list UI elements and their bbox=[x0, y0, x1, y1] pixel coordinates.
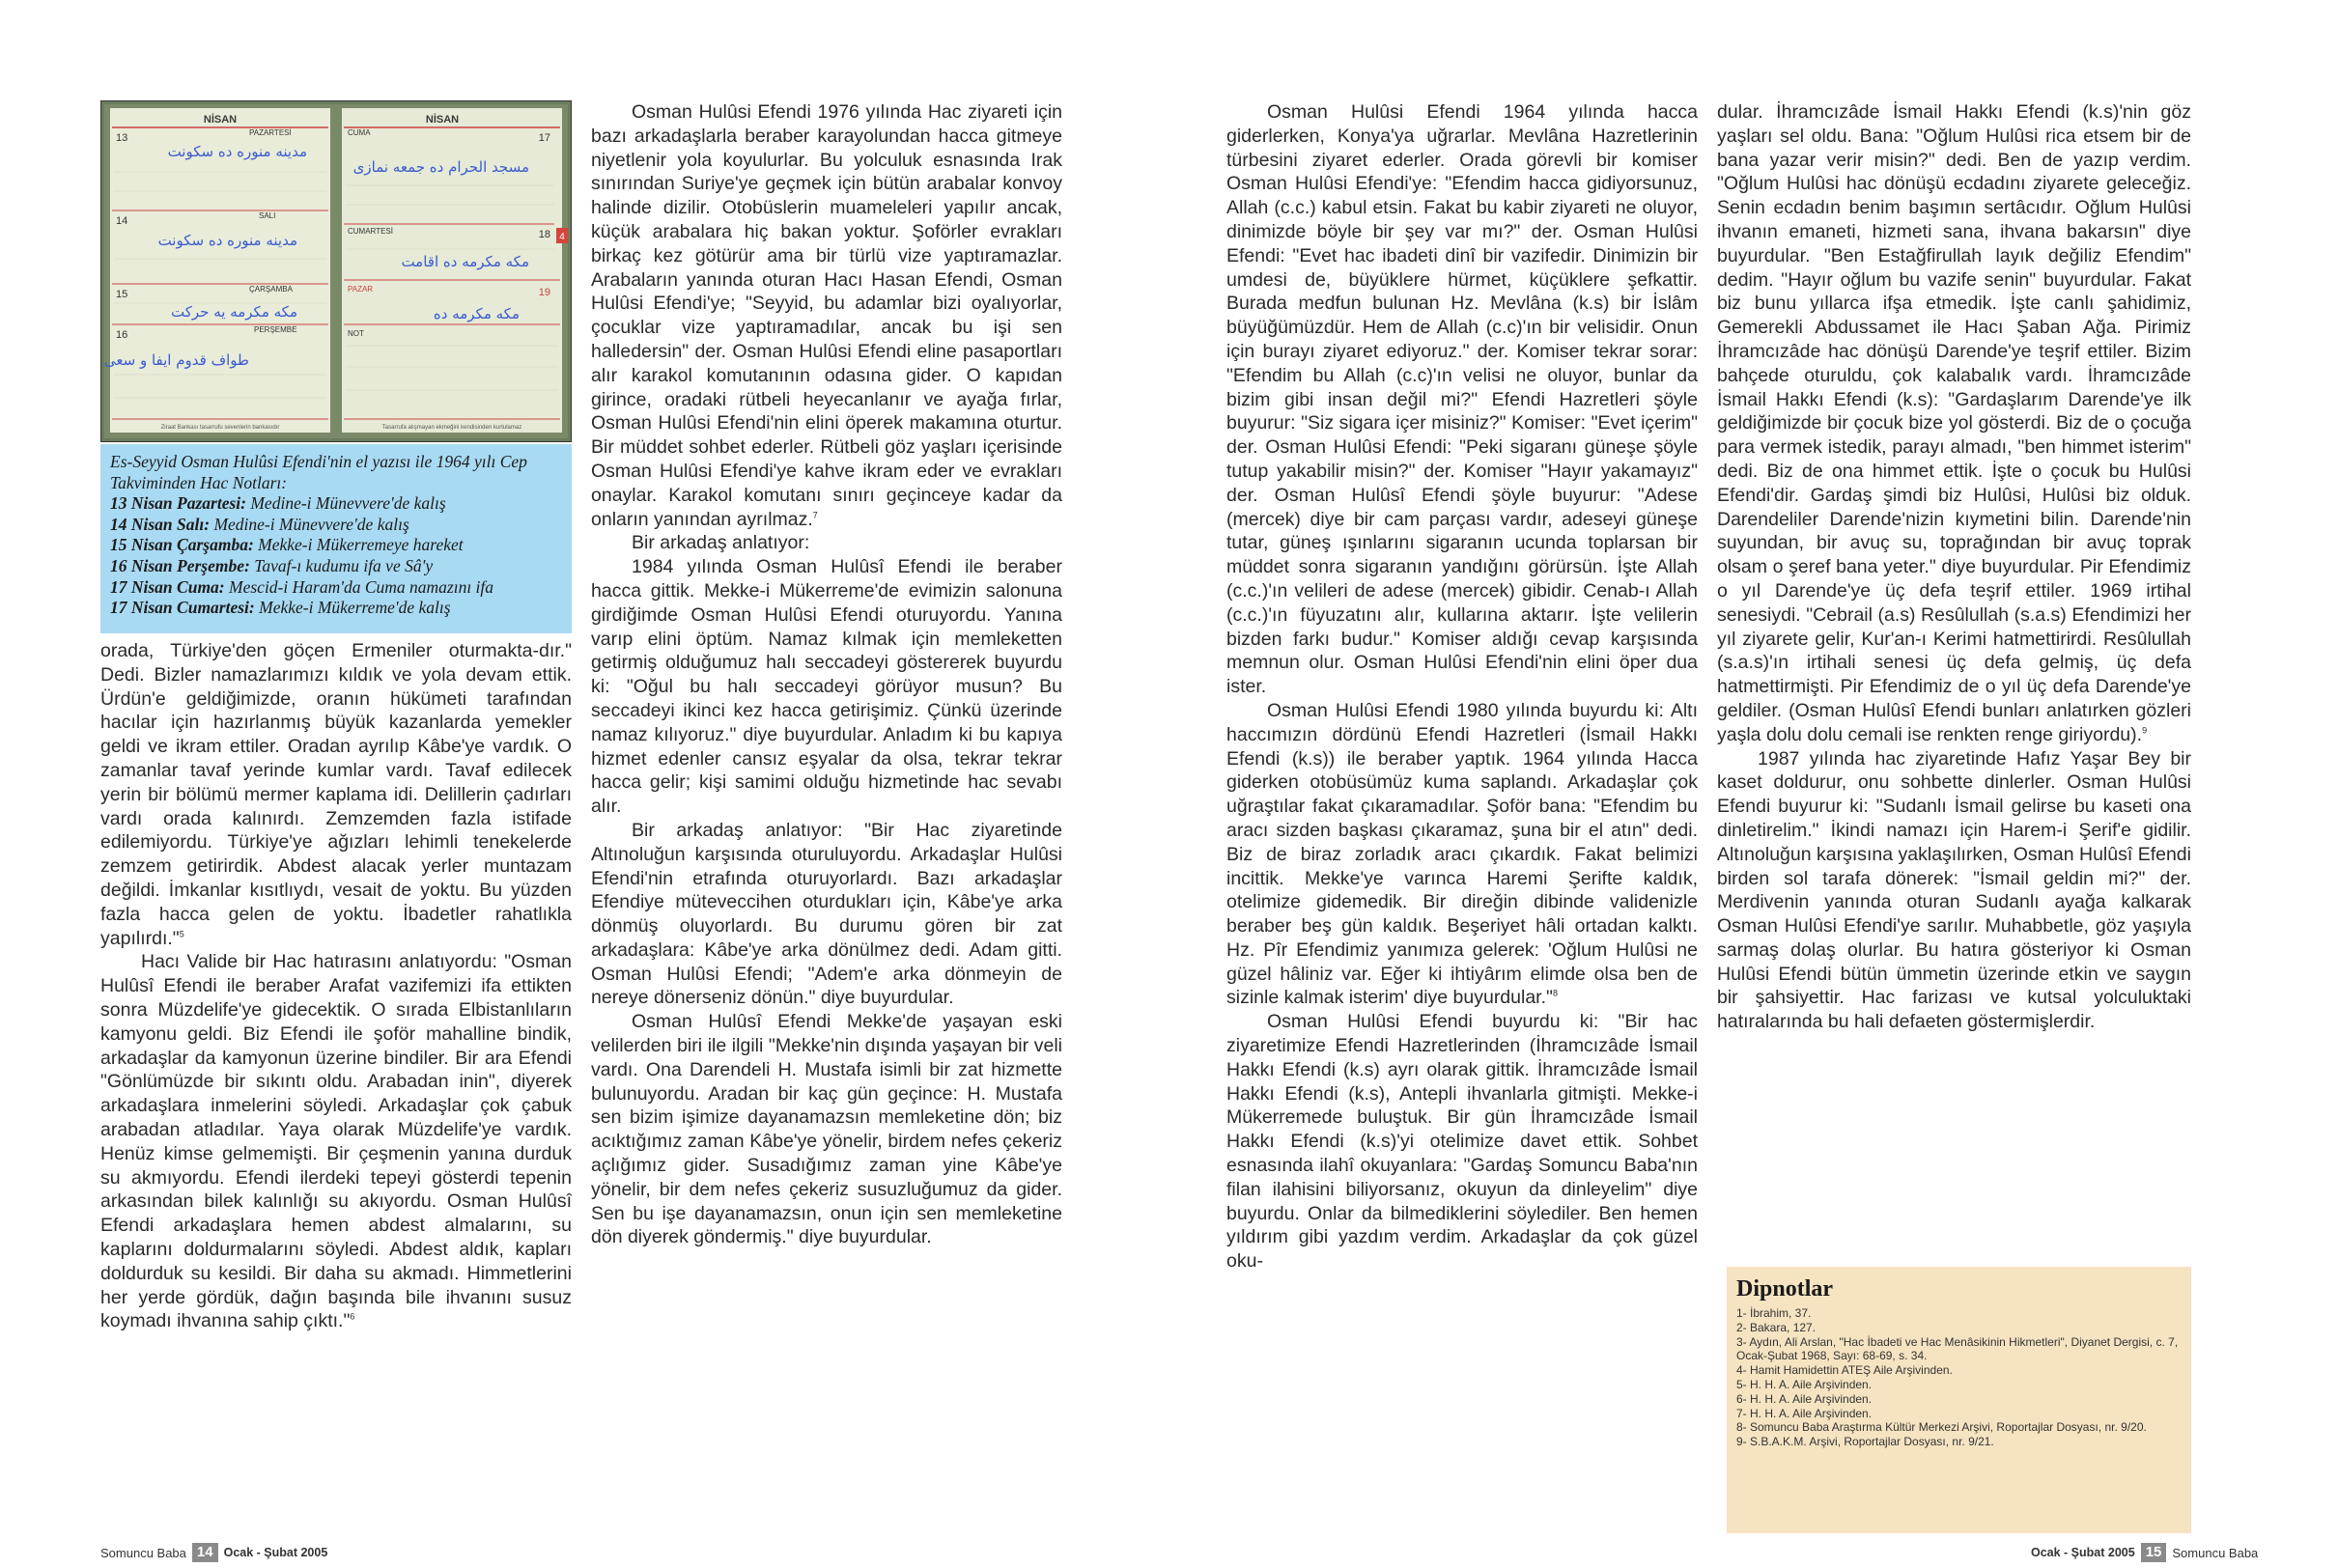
footnote-reference: 6 bbox=[350, 1311, 355, 1322]
paragraph-text: Bir arkadaş anlatıyor: "Bir Hac ziyaretinde Altınoluğun karşısında oturuluyordu. Arkadaşlar Hulûsi Efendi'nin etrafında oturuyorlardı. Bazı arkadaşlar Efendiye müteveccihen oturdukları için, Kâbe'ye arka dönmüş oluyorlardı. Bu durumu gören bir zat arkadaşlara: Kâbe'ye arka dönülmez dedi. Adam gitti. Osman Hulûsi Efendi; "Adem'e arka dönmeyin de nereye dönerseniz dönün." diye buyurdular. bbox=[591, 819, 1062, 1009]
paragraph-text: Hacı Valide bir Hac hatırasını anlatıyordu: "Osman Hulûsî Efendi ile beraber Arafat vazifemizi ifa ettikten sonra Müzdelife'ye gidecektik. O sırada Elbistanlıların kamyonu geldi. Biz Efendi ile şoför mahalline bindik, arkadaşlar da kamyonun üzerine bindiler. Bir ara Efendi "Gönlümüzde bir sıkıntı oldu. Arabadan inin", diyerek arkadaşlara inmelerini söyledi. Arkadaşlar çok çabuk arabadan atladılar. Yaya olarak Müzdelife'ye vardık. Henüz kimse gelmemişti. Bir çeşmenin yanına durduk su akmıyordu. Efendi ilerdeki tepeyi gösterdi tepenin arkasından bilek kalınlığı su akıyordu. Osman Hulûsî Efendi arkadaşlara hemen abdest almalarını, su kaplarını doldurmalarını söyledi. Abdest aldık, kapları doldurduk su kesildi. Bir daha su akmadı. Himmetlerini her yerde gördük, dağın başında bile ihvanını susuz koymadı ihvanına sahip çıktı." bbox=[100, 951, 572, 1332]
caption-line-label: 13 Nisan Pazartesi: bbox=[110, 493, 246, 514]
footnote-item: 3- Aydın, Ali Arslan, "Hac İbadeti ve Hac Menâsikinin Hikmetleri", Diyanet Dergisi, c. 7, Ocak-Şubat 1968, Sayı: 68-69, s. 34. bbox=[1736, 1334, 2179, 1363]
right-day-19-num: 19 bbox=[538, 287, 550, 298]
caption-line-text: Mescid-i Haram'da Cuma namazını ifa bbox=[224, 576, 494, 597]
caption-line-label: 15 Nisan Çarşamba: bbox=[110, 535, 254, 555]
left-day-16-num: 16 bbox=[116, 329, 128, 341]
paragraph-text: orada, Türkiye'den göçen Ermeniler oturmakta-dır." Dedi. Bizler namazlarımızı kıldık ve yola devam ettik. Ürdün'e geldiğimizde, oranın hükümeti tarafından hacılar için hazırlanmış büyük kazanlarda yemekler geldi ve ikram ettiler. Oradan ayrılıp Kâbe'ye vardık. O zamanlar tavaf yerinde kumlar vardı. Tavaf edilecek yerin bir bölümü mermer kaplama idi. Delillerin çadırları vardı orada kalınırdı. Zemzemden fazla istifade edilemiyordu. Türkiye'ye ağızları lehimli tenekelerde zemzem getirirdik. Abdest alacak yerler muntazam değildi. İmkanlar kısıtlıydı, vesait de yoktu. Bu yüzden fazla hacca gelen de yoktu. İbadetler rahatlıkla yapılırdı." bbox=[100, 640, 572, 949]
right-page-tab: 4 bbox=[559, 232, 565, 242]
paragraph-text: Osman Hulûsi Efendi 1964 yılında hacca giderlerken, Konya'ya uğrarlar. Mevlâna Hazretlerinin türbesini ziyaret ederler. Orada görevli bir komiser Osman Hulûsi Efendi'ye: "Efendim hacca gidiyorsunuz, Allah (c.c.) kabul etsin. Fakat bu kabir ziyareti ne oluyor, dinimizde böyle bir şey var mı?" der. Osman Hulûsi Efendi: "Evet hac ibadeti dinî bir vazifedir. Dinimizin bir umdesi de, büyüklere hürmet, küçüklere şefkattir. Burada medfun bulunan Hz. Mevlâna (k.s) bir İslâm büyüğümüzdür. Hem de Allah (c.c)'ın bir velisidir. Onun için burayı ziyaret ediyoruz." der. Komiser tekrar sorar: "Efendim bu Allah (c.c)'ın velisi ne oluyor, bunlar da bizim gibi insan değil mi?" Efendi Hazretleri şöyle buyurur: "Siz sigara içer misiniz?" Komiser: "Evet içerim" der. Osman Hulûsi Efendi: "Peki sigaranı güneşe şöyle tutup yakabilir misin?" der. Komiser "Hayır yakamayız" der. Osman Hulûsî Efendi şöyle buyurur: "Adese (mercek) diye bir cam parçası vardır, adeseyi güneşe tutar, güneş ışınlarını sigaranın ucunda toplarsan bir müddet sonra sigaranın yandığını görürsün. İşte Allah (c.c.)'ın velileri de adese (mercek) gibidir. Cenab-ı Allah (c.c.)'ın füyuzatını alır, kullarına aktarır. İşte velilerin bizden farkı budur." Komiser aldığı cevap karşısında memnun olur. Osman Hulûsi Efendi'nin elini öper dua ister. bbox=[1226, 101, 1698, 698]
paragraph-text: 1987 yılında hac ziyaretinde Hafız Yaşar Bey bir kaset doldurur, onu sohbette dinlerler. Osman Hulûsi Efendi buyurur ki: "Sudanlı İsmail gelirse bu kaseti ona dinletirelim." İkindi namazı için Harem-i Şerif'e gidilir. Altınoluğun karşısına yaklaşılırken, Osman Hulûsî Efendi birden sol tarafa dönerek: "İsmail geldin mi?" der. Merdivenin yanında oturan Sudanlı ayağa kalkarak Osman Hulûsi Efendi'ye sarılır. Muhabbetle, göz yaşıyla sarmaş dolaş olurlar. Bu hatıra gösteriyor ki Osman Hulûsi Efendi bütün ümmetin üzerinde etkin ve saygın bir şahsiyettir. Hac farizası ve kutsal yolculuktaki hatıralarında bu hali defaeten göstermişlerdir. bbox=[1717, 747, 2191, 1033]
footnote-item: 6- H. H. A. Aile Arşivinden. bbox=[1736, 1391, 1873, 1406]
left-day-15-name: ÇARŞAMBA bbox=[249, 285, 293, 294]
text-column-4 bbox=[1717, 100, 2191, 1034]
paragraph bbox=[591, 100, 1062, 531]
footer-right bbox=[2031, 1543, 2258, 1562]
right-page-header: NİSAN bbox=[425, 114, 460, 126]
caption-line bbox=[110, 577, 562, 599]
right-day-17-num: 17 bbox=[538, 132, 550, 144]
footer-left-magazine: Somuncu Baba bbox=[100, 1545, 186, 1560]
footnote-item: 1- İbrahim, 37. bbox=[1736, 1306, 1812, 1320]
paragraph bbox=[1717, 100, 2191, 747]
footnote-reference: 5 bbox=[179, 929, 184, 939]
paragraph bbox=[591, 1010, 1062, 1249]
left-day-16-name: PERŞEMBE bbox=[254, 325, 297, 334]
footnote-item: 4- Hamit Hamidettin ATEŞ Aile Arşivinden. bbox=[1736, 1363, 1953, 1378]
right-note-section bbox=[348, 329, 364, 338]
paragraph bbox=[1717, 747, 2191, 1035]
footnotes-box bbox=[1727, 1267, 2191, 1533]
paragraph-text: Osman Hulûsî Efendi Mekke'de yaşayan eski velilerden biri ile ilgili "Mekke'nin dışında yaşayan bir veli vardı. Ona Darendeli H. Mustafa isimli bir zat hizmette bulunuyordu. Aradan bir kaç gün geçince: H. Mustafa sen bizim işimize dayanamazsın memleketine dön; biz acıktığımız zaman Kâbe'ye yönelir, birdem nefes çekeriz açlığımız gider. Susadığımız zaman yine Kâbe'ye yönelir, bir dem nefes çekeriz susuzluğumuz da gider. Sen bu işe dayanamazsın, onun için sen memleketine dön diyerek göndermiş." diye buyurdular. bbox=[591, 1011, 1062, 1248]
right-day-19-name: PAZAR bbox=[348, 285, 374, 294]
left-day-13-name: PAZARTESİ bbox=[249, 128, 292, 137]
paragraph bbox=[100, 950, 572, 1333]
caption-lines bbox=[110, 493, 562, 619]
paragraph-text: Osman Hulûsi Efendi 1976 yılında Hac ziyareti için bazı arkadaşlarla beraber karayolundan hacca gitmeye niyetlenir yola koyulurlar. Bu yolculuk esnasında Irak sınırından Suriye'ye geçmek için bütün arabalar konvoy halinde dizilir. Otobüslerin muameleleri yapılır ancak, küçük arabalara hiç bakan yoktur. Şoförler evrakları birkaç kez götürür ama bir türlü vize yaptıramazlar. Arabaların yanında oturan Hacı Hasan Efendi, Osman Hulûsi Efendi'ye; "Seyyid, bu adamlar bizi oyalıyorlar, çocuklar vize yaptıramadılar, ancak bu işi sen halledersin" der. Osman Hulûsi Efendi eline pasaportları alır karakol komutanının odasına gider. O kapıdan girince, oradaki rütbeli heyecanlanır ve ayağa fırlar, Osman Hulûsi Efendi'nin elini öperek makamına oturtur. Bir müddet sohbet ederler. Rütbeli göz yaşları içerisinde Osman Hulûsi Efendi'ye kahve ikram eder ve evrakları onaylar. Karakol komutanı sınırı geçinceye kadar da onların yanından ayrılmaz. bbox=[591, 101, 1062, 530]
footnote-item: 5- H. H. A. Aile Arşivinden. bbox=[1736, 1377, 1873, 1391]
footnote-item: 8- Somuncu Baba Araştırma Kültür Merkezi Arşivi, Roportajlar Dosyası, nr. 9/20. bbox=[1736, 1420, 2147, 1435]
caption-line bbox=[110, 535, 562, 556]
right-page-bottom-text: Tasarrufa alışmayan ekmeğini kendisinden kurtulamaz bbox=[381, 425, 522, 431]
right-day-18-note: مکه مکرمه ده اقامت bbox=[401, 253, 529, 270]
right-day-18-name: CUMARTESİ bbox=[348, 227, 393, 236]
paragraph bbox=[591, 819, 1062, 1010]
text-column-2 bbox=[591, 100, 1062, 1249]
paragraph bbox=[1226, 100, 1698, 699]
footer-left-date: Ocak - Şubat 2005 bbox=[223, 1546, 328, 1559]
left-day-15-num: 15 bbox=[116, 289, 128, 300]
left-day-15-note: مکه مکرمه یه حرکت bbox=[171, 303, 297, 321]
calendar-photo-image bbox=[104, 104, 568, 438]
caption-line-text: Mekke-i Mükerremeye hareket bbox=[253, 535, 464, 555]
paragraph bbox=[591, 531, 1062, 555]
right-day-17-note: مسجد الحرام ده جمعه نمازی bbox=[352, 158, 529, 176]
caption-line-label: 16 Nisan Perşembe: bbox=[110, 555, 250, 575]
paragraph bbox=[1226, 699, 1698, 1010]
paragraph bbox=[100, 639, 572, 950]
left-day-13-num: 13 bbox=[116, 132, 128, 144]
footnote-reference: 7 bbox=[812, 510, 818, 520]
caption-line-label: 17 Nisan Cuma: bbox=[110, 576, 225, 597]
text-column-1 bbox=[100, 639, 572, 1333]
paragraph-text: Osman Hulûsi Efendi buyurdu ki: "Bir hac ziyaretimize Efendi Hazretlerinden (İhramcızâde İsmail Hakkı Efendi (k.s) ayrı olarak gittik. İhramcızâde İsmail Hakkı Efendi (k.s), Antepli ihvanlarla gitmişti. Mekke-i Mükerremede buluştuk. Bir gün İhramcızâde İsmail Hakkı Efendi (k.s)'yi otelimize davet ettik. Sohbet esnasında ilahî okuyanlara: "Gardaş Somuncu Baba'nın filan ilahisini biliyorsanız, okuyun da dinleyelim" diye buyurdu. Onlar da bilmediklerini söylediler. Ben hemen yıldırım gibi yazdım verdim. Arkadaşlar da çok güzel oku- bbox=[1226, 1011, 1698, 1273]
footnote-item: 7- H. H. A. Aile Arşivinden. bbox=[1736, 1406, 1873, 1420]
caption-line bbox=[110, 556, 562, 577]
caption-line-label: 14 Nisan Salı: bbox=[110, 514, 211, 534]
photo-caption bbox=[100, 444, 572, 633]
caption-line-text: Medine-i Münevvere'de kalış bbox=[210, 514, 409, 534]
left-page-header: NİSAN bbox=[203, 114, 238, 126]
caption-line-label: 17 Nisan Cumartesi: bbox=[110, 598, 255, 618]
caption-line bbox=[110, 493, 562, 515]
paragraph-text: dular. İhramcızâde İsmail Hakkı Efendi (k.s)'nin göz yaşları sel oldu. Bana: "Oğlum Hulûsi rica etsem bir de bana yazar verir misin?" dedi. Ben de yazıp verdim. "Oğlum Hulûsi hac dönüşü ecdadını ziyarete geleceğiz. Senin ecdadın benim başımın sertâcıdır. Oğlum Hulûsi ihvanın emaneti, hizmeti sana, ihvana bakarsın" diye buyurdular. "Ben Estağfirullah layık değiliz Efendim" dedim. "Hayır oğlum bu vazife senin" buyurdular. Fakat biz bunu yıllarca ifşa etmedik. İşte canlı şahidimiz, Gemerekli Abdussamet ile Hacı Şaban Ağa. Pirimiz İhramcızâde hac dönüşü Darende'ye teşrif ettiler. Bizim bahçede oturuldu, çok kalabalık vardı. İhramcızâde İsmail Hakkı Efendi (k.s): "Gardaşlarım Darende'ye ilk geldiğimizde bir çocuk bize yol gösterdi. Biz de o çocuğa para vermek istedik, parayı almadı, "ben himmet isterim" dedi. Biz de ona himmet ettik. İşte o çocuk bu Hulûsi Efendi'dir. Gardaş şimdi biz Hulûsi, Hulûsi biz olduk. Darendeliler Darende'nizin kıymetini bilin. Darende'nin suyundan, bir avuç su, toprağından bir avuç toprak olsam o şeref bana yeter." diye buyurdular. Pir Efendimiz o yıl Darende'ye üç defa teşrif ettiler. 1969 irtihal senesiydi. "Cebrail (a.s) Resûlullah (s.a.s) Efendimizi her yıl ziyarete gelir, Kur'an-ı Kerimi hatmettirirdi. Resûlullah (s.a.s)'ın irtihali senesi üç defa gelmiş, üç defa hatmettirmişti. Pir Efendimiz de o yıl üç defa Darende'ye geldiler. (Osman Hulûsî Efendi bunları anlatırken gözleri yaşla dolu dolu cemali ise renkten renge giriyordu). bbox=[1717, 101, 2191, 745]
right-day-18-num: 18 bbox=[538, 229, 550, 240]
footnote-item: 9- S.B.A.K.M. Arşivi, Roportajlar Dosyası, nr. 9/21. bbox=[1736, 1435, 1994, 1449]
footnote-item: 2- Bakara, 127. bbox=[1736, 1320, 1817, 1334]
footnotes-list bbox=[1736, 1306, 2182, 1449]
caption-line-text: Medine-i Münevvere'de kalış bbox=[245, 493, 446, 514]
footnotes-title: Dipnotlar bbox=[1736, 1276, 1834, 1302]
paragraph bbox=[1226, 1010, 1698, 1274]
right-note-label: NOT bbox=[348, 329, 364, 338]
footer-left-page-number: 14 bbox=[192, 1543, 218, 1562]
left-day-16-note: طواف قدوم ایفا و سعی bbox=[104, 351, 249, 369]
left-day-13-note: مدینه منوره ده سکونت bbox=[167, 143, 307, 160]
calendar-photo bbox=[100, 100, 572, 442]
left-day-14-name: SALI bbox=[259, 211, 276, 220]
caption-line bbox=[110, 515, 562, 536]
text-column-3 bbox=[1226, 100, 1698, 1274]
left-page-bottom-text: Ziraat Bankası tasarrufu sevenlerin bankasıdır bbox=[160, 425, 280, 431]
paragraph-text: 1984 yılında Osman Hulûsî Efendi ile beraber hacca gittik. Mekke-i Mükerreme'de evimizin salonuna girdiğimde Osman Hulûsi Efendi oturuyordu. Yanına varıp elini öptüm. Namaz kılmak için memleketten getirmiş olduğumuz halı seccadeyi göstererek buyurdu ki: "Oğul bu halı seccadeyi görüyor musun? Bu seccadeyi ikinci kez hacca getirişimiz. Çünkü üzerinde namaz kılıyoruz." diye buyurdular. Anladım ki bu kapıya hizmet edenler cansız eşyalar da olsa, tekrar tekrar hacca gelir; kişi samimi olduğu hizmetinde hac sevabı alır. bbox=[591, 556, 1062, 818]
caption-line bbox=[110, 598, 562, 619]
footer-right-magazine: Somuncu Baba bbox=[2172, 1545, 2259, 1560]
right-day-19-note: مکه مکرمه ده bbox=[433, 305, 520, 322]
paragraph bbox=[591, 555, 1062, 819]
footer-left bbox=[100, 1543, 327, 1562]
caption-line-text: Mekke-i Mükerreme'de kalış bbox=[254, 598, 451, 618]
right-day-17-name: CUMA bbox=[348, 128, 371, 137]
left-day-14-num: 14 bbox=[116, 215, 128, 227]
footer-right-date: Ocak - Şubat 2005 bbox=[2031, 1546, 2135, 1559]
footer-right-page-number: 15 bbox=[2141, 1543, 2167, 1562]
caption-line-text: Tavaf-ı kudumu ifa ve Sâ'y bbox=[249, 555, 434, 575]
paragraph-text: Osman Hulûsi Efendi 1980 yılında buyurdu ki: Altı haccımızın dördünü Efendi Hazretleri (İsmail Hakkı Efendi (k.s)) ile beraber yaptık. 1964 yılında Hacca giderken otobüsümüz kuma saplandı. Arkadaşlar çok uğraştılar fakat çıkaramadılar. Şoför bana: "Efendim bu aracı sizden başkası çıkaramaz, şuna bir el atın" dedi. Biz de biraz zorladık aracı çıkardık. Fakat belimizi incittik. Mekke'ye varınca Haremi Şerifte kaldık, otelimize gidemedik. Bir direğin dibinde validenizle beraber beş gün kaldık. Beşeriyet hâli ortadan kalktı. Hz. Pîr Efendimiz yanımıza gelerek: 'Oğlum Hulûsi ne güzel hâliniz var. Eğer ki ihtiyârım elimde olsa ben de sizinle kalmak isterim' diye buyurdular." bbox=[1226, 699, 1698, 1009]
footnote-reference: 8 bbox=[1552, 988, 1558, 998]
caption-title: Es-Seyyid Osman Hulûsi Efendi'nin el yazısı ile 1964 yılı Cep Takviminden Hac Notları: bbox=[110, 452, 527, 492]
left-day-14-note: مدینه منوره ده سکونت bbox=[157, 232, 297, 249]
paragraph-text: Bir arkadaş anlatıyor: bbox=[632, 532, 810, 554]
footnote-reference: 9 bbox=[2142, 725, 2148, 736]
